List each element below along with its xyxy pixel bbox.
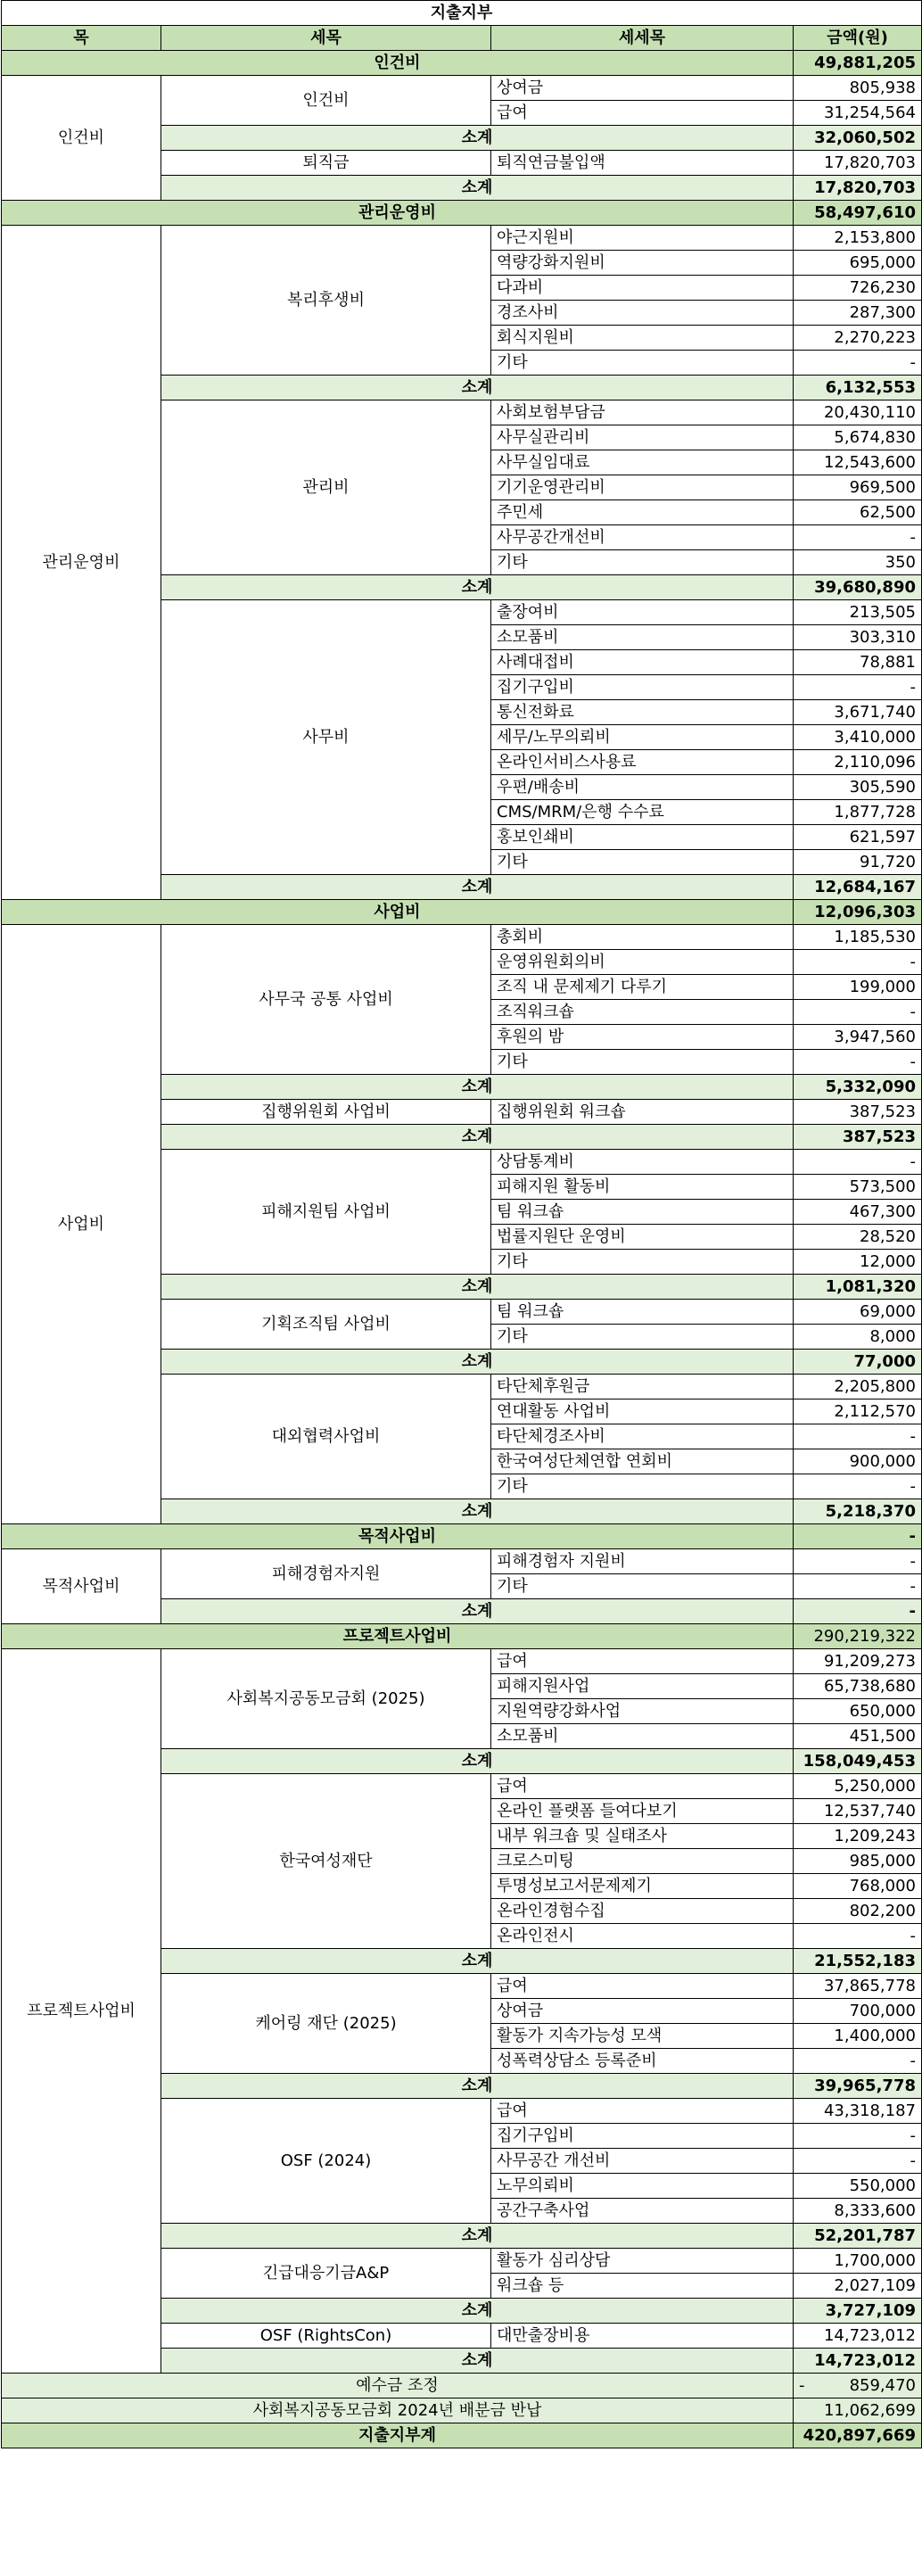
footer-value: 859,470: [849, 2376, 916, 2395]
sesemok-cell: CMS/MRM/은행 수수료: [491, 800, 794, 825]
amount-cell: -: [794, 2049, 922, 2074]
amount-cell: 802,200: [794, 1899, 922, 1924]
sesemok-cell: 타단체후원금: [491, 1375, 794, 1399]
sesemok-cell: 온라인경험수집: [491, 1899, 794, 1924]
sesemok-cell: 급여: [491, 1974, 794, 1999]
amount-cell: 805,938: [794, 76, 922, 101]
sesemok-cell: 집기구입비: [491, 2124, 794, 2149]
semok-cell: 복리후생비: [161, 226, 491, 376]
amount-cell: -: [794, 2124, 922, 2149]
amount-cell: 573,500: [794, 1175, 922, 1200]
mok-cell: 관리운영비: [2, 226, 161, 900]
amount-cell: -: [794, 1000, 922, 1025]
amount-cell: 1,209,243: [794, 1824, 922, 1849]
table-title: 지출지부: [2, 1, 922, 26]
semok-cell: 긴급대응기금A&P: [161, 2249, 491, 2299]
header-mok: 목: [2, 26, 161, 51]
header-row: [2, 26, 922, 51]
sesemok-cell: 활동가 심리상담: [491, 2249, 794, 2274]
semok-cell: 사무비: [161, 600, 491, 875]
amount-cell: 900,000: [794, 1449, 922, 1474]
amount-cell: 550,000: [794, 2174, 922, 2199]
sesemok-cell: 내부 워크숍 및 실태조사: [491, 1824, 794, 1849]
sesemok-cell: 소모품비: [491, 625, 794, 650]
amount-cell: 20,430,110: [794, 400, 922, 425]
sesemok-cell: 기타: [491, 1474, 794, 1499]
footer-row: [2, 2374, 922, 2398]
amount-cell: 768,000: [794, 1874, 922, 1899]
amount-cell: 451,500: [794, 1724, 922, 1749]
sesemok-cell: 기타: [491, 1050, 794, 1075]
amount-cell: 78,881: [794, 650, 922, 675]
sesemok-cell: 활동가 지속가능성 모색: [491, 2024, 794, 2049]
subtotal-label: 소계: [161, 126, 794, 151]
sesemok-cell: 후원의 밤: [491, 1025, 794, 1050]
amount-cell: 91,209,273: [794, 1649, 922, 1674]
subtotal-label: 소계: [161, 2299, 794, 2324]
section-row: [2, 51, 922, 76]
sesemok-cell: 주민세: [491, 500, 794, 525]
semok-cell: OSF (RightsCon): [161, 2324, 491, 2349]
subtotal-label: 소계: [161, 875, 794, 900]
sesemok-cell: 크로스미팅: [491, 1849, 794, 1874]
subtotal-amount: 17,820,703: [794, 176, 922, 201]
subtotal-label: 소계: [161, 1125, 794, 1150]
sesemok-cell: 출장여비: [491, 600, 794, 625]
grand-total-amount: 420,897,669: [794, 2423, 922, 2448]
subtotal-label: 소계: [161, 1275, 794, 1300]
sesemok-cell: 타단체경조사비: [491, 1424, 794, 1449]
amount-cell: -: [794, 1424, 922, 1449]
semok-cell: 케어링 재단 (2025): [161, 1974, 491, 2074]
sesemok-cell: 조직워크숍: [491, 1000, 794, 1025]
section-row: [2, 201, 922, 226]
subtotal-label: 소계: [161, 575, 794, 600]
section-row: [2, 1524, 922, 1549]
subtotal-label: 소계: [161, 1350, 794, 1375]
sesemok-cell: 운영위원회의비: [491, 950, 794, 975]
amount-cell: 1,877,728: [794, 800, 922, 825]
amount-cell: -: [794, 2149, 922, 2174]
sesemok-cell: 회식지원비: [491, 326, 794, 351]
amount-cell: 12,543,600: [794, 450, 922, 475]
semok-cell: 집행위원회 사업비: [161, 1100, 491, 1125]
amount-cell: 387,523: [794, 1100, 922, 1125]
subtotal-label: 소계: [161, 1075, 794, 1100]
amount-cell: 199,000: [794, 975, 922, 1000]
amount-cell: 2,205,800: [794, 1375, 922, 1399]
amount-cell: 2,270,223: [794, 326, 922, 351]
mok-cell: 프로젝트사업비: [2, 1649, 161, 2374]
sesemok-cell: 사무실임대료: [491, 450, 794, 475]
subtotal-amount: 1,081,320: [794, 1275, 922, 1300]
sesemok-cell: 기타: [491, 351, 794, 376]
subtotal-amount: 39,680,890: [794, 575, 922, 600]
item-row: [2, 925, 922, 950]
amount-cell: -: [794, 351, 922, 376]
sesemok-cell: 집기구입비: [491, 675, 794, 700]
sesemok-cell: 조직 내 문제제기 다루기: [491, 975, 794, 1000]
amount-cell: 2,110,096: [794, 750, 922, 775]
header-amount: 금액(원): [794, 26, 922, 51]
semok-cell: 인건비: [161, 76, 491, 126]
sesemok-cell: 피해지원 활동비: [491, 1175, 794, 1200]
sesemok-cell: 피해경험자 지원비: [491, 1549, 794, 1574]
sesemok-cell: 연대활동 사업비: [491, 1399, 794, 1424]
semok-cell: 퇴직금: [161, 151, 491, 176]
item-row: [2, 1649, 922, 1674]
subtotal-amount: 21,552,183: [794, 1949, 922, 1974]
sesemok-cell: 소모품비: [491, 1724, 794, 1749]
sesemok-cell: 급여: [491, 1649, 794, 1674]
sesemok-cell: 기타: [491, 1250, 794, 1275]
subtotal-amount: 52,201,787: [794, 2224, 922, 2249]
section-total: 12,096,303: [794, 900, 922, 925]
semok-cell: OSF (2024): [161, 2099, 491, 2224]
amount-cell: 700,000: [794, 1999, 922, 2024]
sesemok-cell: 대만출장비용: [491, 2324, 794, 2349]
subtotal-amount: 77,000: [794, 1350, 922, 1375]
amount-cell: 621,597: [794, 825, 922, 850]
mok-cell: 사업비: [2, 925, 161, 1524]
subtotal-label: 소계: [161, 2349, 794, 2374]
amount-cell: -: [794, 675, 922, 700]
mok-cell: 인건비: [2, 76, 161, 201]
amount-cell: 37,865,778: [794, 1974, 922, 1999]
subtotal-label: 소계: [161, 2074, 794, 2099]
sesemok-cell: 집행위원회 워크숍: [491, 1100, 794, 1125]
amount-cell: 305,590: [794, 775, 922, 800]
sesemok-cell: 역량강화지원비: [491, 251, 794, 276]
semok-cell: 사무국 공통 사업비: [161, 925, 491, 1075]
amount-cell: 2,153,800: [794, 226, 922, 251]
subtotal-amount: 14,723,012: [794, 2349, 922, 2374]
sesemok-cell: 경조사비: [491, 301, 794, 326]
subtotal-amount: -: [794, 1599, 922, 1624]
sesemok-cell: 성폭력상담소 등록준비: [491, 2049, 794, 2074]
grand-total-label: 지출지부계: [2, 2423, 794, 2448]
sesemok-cell: 사무실관리비: [491, 425, 794, 450]
amount-cell: -: [794, 950, 922, 975]
mok-cell: 목적사업비: [2, 1549, 161, 1624]
section-name: 사업비: [2, 900, 794, 925]
amount-cell: 303,310: [794, 625, 922, 650]
sesemok-cell: 야근지원비: [491, 226, 794, 251]
sesemok-cell: 기타: [491, 1574, 794, 1599]
subtotal-label: 소계: [161, 376, 794, 400]
subtotal-label: 소계: [161, 1749, 794, 1774]
subtotal-amount: 5,332,090: [794, 1075, 922, 1100]
sesemok-cell: 총회비: [491, 925, 794, 950]
amount-cell: -: [794, 1474, 922, 1499]
amount-cell: 213,505: [794, 600, 922, 625]
subtotal-amount: 32,060,502: [794, 126, 922, 151]
sesemok-cell: 공간구축사업: [491, 2199, 794, 2224]
sesemok-cell: 다과비: [491, 276, 794, 301]
sesemok-cell: 온라인서비스사용료: [491, 750, 794, 775]
amount-cell: 969,500: [794, 475, 922, 500]
sesemok-cell: 기타: [491, 850, 794, 875]
sesemok-cell: 팀 워크숍: [491, 1300, 794, 1325]
sesemok-cell: 온라인전시: [491, 1924, 794, 1949]
subtotal-amount: 3,727,109: [794, 2299, 922, 2324]
expense-table: [1, 0, 922, 2448]
amount-cell: -: [794, 1150, 922, 1175]
subtotal-amount: 158,049,453: [794, 1749, 922, 1774]
footer-row: [2, 2398, 922, 2423]
sesemok-cell: 팀 워크숍: [491, 1200, 794, 1225]
subtotal-label: 소계: [161, 176, 794, 201]
section-total: 49,881,205: [794, 51, 922, 76]
section-name: 관리운영비: [2, 201, 794, 226]
amount-cell: 31,254,564: [794, 101, 922, 126]
amount-cell: 2,027,109: [794, 2274, 922, 2299]
item-row: [2, 76, 922, 101]
section-total: 290,219,322: [794, 1624, 922, 1649]
sesemok-cell: 사무공간개선비: [491, 525, 794, 550]
amount-cell: 3,410,000: [794, 725, 922, 750]
semok-cell: 사회복지공동모금회 (2025): [161, 1649, 491, 1749]
amount-cell: 91,720: [794, 850, 922, 875]
amount-cell: 8,000: [794, 1325, 922, 1350]
sesemok-cell: 급여: [491, 2099, 794, 2124]
sesemok-cell: 지원역량강화사업: [491, 1699, 794, 1724]
semok-cell: 관리비: [161, 400, 491, 575]
amount-cell: 3,671,740: [794, 700, 922, 725]
sesemok-cell: 우편/배송비: [491, 775, 794, 800]
sesemok-cell: 피해지원사업: [491, 1674, 794, 1699]
amount-cell: -: [794, 1574, 922, 1599]
amount-cell: -: [794, 1050, 922, 1075]
footer-label: 예수금 조정: [2, 2374, 794, 2398]
semok-cell: 대외협력사업비: [161, 1375, 491, 1499]
subtotal-amount: 39,965,778: [794, 2074, 922, 2099]
subtotal-label: 소계: [161, 1949, 794, 1974]
sesemok-cell: 통신전화료: [491, 700, 794, 725]
sesemok-cell: 워크숍 등: [491, 2274, 794, 2299]
subtotal-amount: 387,523: [794, 1125, 922, 1150]
section-total: 58,497,610: [794, 201, 922, 226]
footer-sign: -: [799, 2376, 805, 2395]
item-row: [2, 226, 922, 251]
subtotal-amount: 5,218,370: [794, 1499, 922, 1524]
footer-amount: [794, 2398, 922, 2423]
amount-cell: 3,947,560: [794, 1025, 922, 1050]
subtotal-label: 소계: [161, 2224, 794, 2249]
amount-cell: 695,000: [794, 251, 922, 276]
section-total: -: [794, 1524, 922, 1549]
sesemok-cell: 퇴직연금불입액: [491, 151, 794, 176]
item-row: [2, 1549, 922, 1574]
amount-cell: 69,000: [794, 1300, 922, 1325]
amount-cell: 12,000: [794, 1250, 922, 1275]
header-semok: 세목: [161, 26, 491, 51]
amount-cell: 650,000: [794, 1699, 922, 1724]
sesemok-cell: 사례대접비: [491, 650, 794, 675]
amount-cell: 62,500: [794, 500, 922, 525]
amount-cell: -: [794, 1549, 922, 1574]
sesemok-cell: 상여금: [491, 76, 794, 101]
sesemok-cell: 상여금: [491, 1999, 794, 2024]
sesemok-cell: 한국여성단체연합 연회비: [491, 1449, 794, 1474]
amount-cell: 5,674,830: [794, 425, 922, 450]
subtotal-label: 소계: [161, 1599, 794, 1624]
sesemok-cell: 노무의뢰비: [491, 2174, 794, 2199]
semok-cell: 피해지원팀 사업비: [161, 1150, 491, 1275]
amount-cell: 1,400,000: [794, 2024, 922, 2049]
amount-cell: 1,185,530: [794, 925, 922, 950]
amount-cell: -: [794, 1924, 922, 1949]
amount-cell: 17,820,703: [794, 151, 922, 176]
grand-total-row: [2, 2423, 922, 2448]
header-sesemok: 세세목: [491, 26, 794, 51]
section-row: [2, 900, 922, 925]
sesemok-cell: 투명성보고서문제제기: [491, 1874, 794, 1899]
amount-cell: -: [794, 525, 922, 550]
amount-cell: 28,520: [794, 1225, 922, 1250]
sesemok-cell: 온라인 플랫폼 들여다보기: [491, 1799, 794, 1824]
section-name: 목적사업비: [2, 1524, 794, 1549]
sesemok-cell: 기기운영관리비: [491, 475, 794, 500]
amount-cell: 467,300: [794, 1200, 922, 1225]
amount-cell: 12,537,740: [794, 1799, 922, 1824]
sesemok-cell: 급여: [491, 101, 794, 126]
amount-cell: 726,230: [794, 276, 922, 301]
amount-cell: 350: [794, 550, 922, 575]
footer-value: 11,062,699: [823, 2401, 916, 2420]
sesemok-cell: 법률지원단 운영비: [491, 1225, 794, 1250]
amount-cell: 14,723,012: [794, 2324, 922, 2349]
sesemok-cell: 기타: [491, 1325, 794, 1350]
amount-cell: 5,250,000: [794, 1774, 922, 1799]
amount-cell: 43,318,187: [794, 2099, 922, 2124]
amount-cell: 985,000: [794, 1849, 922, 1874]
sesemok-cell: 사무공간 개선비: [491, 2149, 794, 2174]
subtotal-label: 소계: [161, 1499, 794, 1524]
amount-cell: 1,700,000: [794, 2249, 922, 2274]
amount-cell: 2,112,570: [794, 1399, 922, 1424]
amount-cell: 8,333,600: [794, 2199, 922, 2224]
semok-cell: 한국여성재단: [161, 1774, 491, 1949]
semok-cell: 피해경험자지원: [161, 1549, 491, 1599]
section-row: [2, 1624, 922, 1649]
amount-cell: 287,300: [794, 301, 922, 326]
section-name: 인건비: [2, 51, 794, 76]
sesemok-cell: 사회보험부담금: [491, 400, 794, 425]
sesemok-cell: 급여: [491, 1774, 794, 1799]
subtotal-amount: 12,684,167: [794, 875, 922, 900]
sesemok-cell: 상담통계비: [491, 1150, 794, 1175]
sesemok-cell: 세무/노무의뢰비: [491, 725, 794, 750]
semok-cell: 기획조직팀 사업비: [161, 1300, 491, 1350]
sesemok-cell: 기타: [491, 550, 794, 575]
section-name: 프로젝트사업비: [2, 1624, 794, 1649]
amount-cell: 65,738,680: [794, 1674, 922, 1699]
table-title-row: [2, 1, 922, 26]
footer-label: 사회복지공동모금회 2024년 배분금 반납: [2, 2398, 794, 2423]
subtotal-amount: 6,132,553: [794, 376, 922, 400]
sesemok-cell: 홍보인쇄비: [491, 825, 794, 850]
footer-amount: [794, 2374, 922, 2398]
